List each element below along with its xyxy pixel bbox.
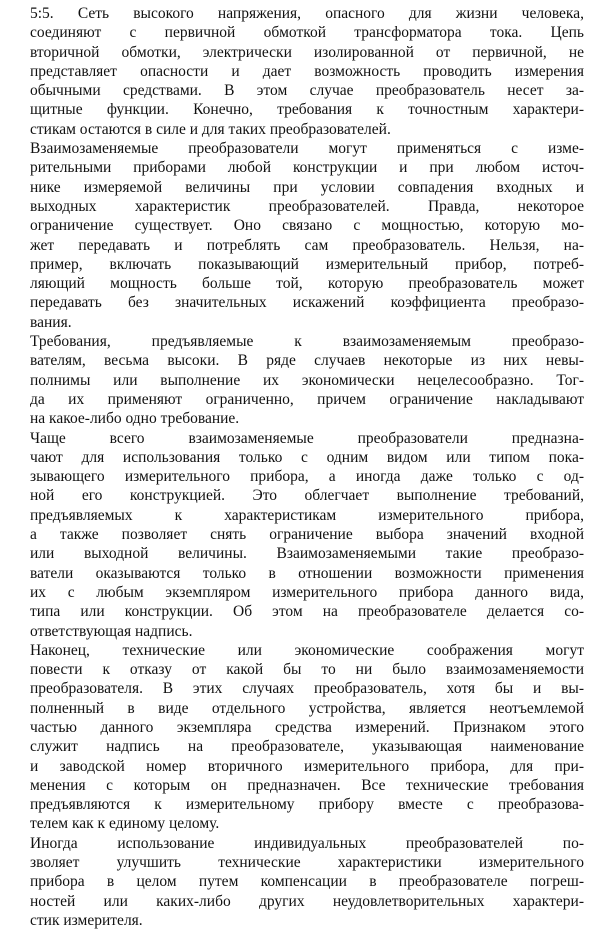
paragraph-2 (30, 139, 584, 332)
text-line: рительными приборами любой конструкции и при любом источ- (30, 159, 584, 177)
paragraph-4 (30, 429, 584, 641)
text-line: передавать без значительных искажений коэффициента преобразо- (30, 294, 584, 312)
text-line: Чаще всего взаимозаменяемые преобразователи предназна- (30, 429, 584, 447)
text-line: пример, включать показывающий измерительный прибор, потреб- (30, 255, 584, 273)
text-line: частью данного экземпляра средства измерений. Признаком этого (30, 718, 584, 736)
text-line: Взаимозаменяемые преобразователи могут применяться с изме- (30, 140, 584, 158)
text-line: полнимы или выполнение их экономически нецелесообразно. Тог- (30, 371, 584, 389)
text-line: полненный в виде отдельного устройства, является неотъемлемой (30, 699, 584, 717)
paragraph-6 (30, 834, 584, 930)
text-line: ответствующая надпись. (30, 622, 193, 640)
text-line: стик измерителя. (30, 911, 143, 929)
document-page (30, 4, 584, 929)
paragraph-1 (30, 4, 584, 139)
text-line: зволяет улучшить технические характеристики измерительного (30, 854, 584, 872)
text-line: их с любым экземпляром измерительного прибора данного вида, (30, 583, 584, 601)
text-line: менения с которым он предназначен. Все технические требования (30, 776, 584, 794)
text-line: 5:5. Сеть высокого напряжения, опасного для жизни человека, (30, 5, 584, 22)
text-line: предъявляются к измерительному прибору вместе с преобразова- (30, 796, 584, 814)
text-line: и заводской номер вторичного измерительного прибора, для при- (30, 757, 584, 775)
text-line: обычными средствами. В этом случае преобразователь несет за- (30, 82, 584, 100)
text-line: ной его конструкцией. Это облегчает выполнение требований, (30, 487, 584, 505)
text-line: типа или конструкции. Об этом на преобразователе делается со- (30, 603, 584, 621)
text-line: вания. (30, 313, 72, 331)
paragraph-3 (30, 332, 584, 428)
text-line: нике измеряемой величины при условии совпадения входных и (30, 178, 584, 196)
text-line: а также позволяет снять ограничение выбора значений входной (30, 526, 584, 544)
text-line: телем как к единому целому. (30, 815, 220, 833)
text-line: служит надпись на преобразователе, указывающая наименование (30, 738, 584, 756)
text-line: или выходной величины. Взаимозаменяемыми такие преобразо- (30, 545, 584, 563)
text-line: Требования, предъявляемые к взаимозаменяемым преобразо- (30, 333, 584, 351)
text-line: да их применяют ограниченно, причем ограничение накладывают (30, 390, 584, 408)
text-line: чают для использования только с одним видом или типом пока- (30, 448, 584, 466)
text-line: на какое-либо одно требование. (30, 410, 240, 428)
text-line: преобразователя. В этих случаях преобразователь, хотя бы и вы- (30, 680, 584, 698)
text-line: повести к отказу от какой бы то ни было взаимозаменяемости (30, 661, 584, 679)
text-line: щитные функции. Конечно, требования к точностным характери- (30, 101, 584, 119)
text-line: зывающего измерительного прибора, а иногда даже только с од- (30, 468, 584, 486)
text-line: ограничение существует. Оно связано с мощностью, которую мо- (30, 217, 584, 235)
text-line: Иногда использование индивидуальных преобразователей по- (30, 834, 584, 852)
text-line: ляющий мощность больше той, которую преобразователь может (30, 275, 584, 293)
text-line: ватели оказываются только в отношении возможности применения (30, 564, 584, 582)
text-line: ностей или каких-либо других неудовлетворительных характери- (30, 892, 584, 910)
text-line: жет передавать и потреблять сам преобразователь. Нельзя, на- (30, 236, 584, 254)
text-line: Наконец, технические или экономические соображения могут (30, 641, 584, 659)
text-line: предъявляемых к характеристикам измерительного прибора, (30, 506, 584, 524)
paragraph-5 (30, 641, 584, 834)
text-line: прибора в целом путем компенсации в преобразователе погреш- (30, 873, 584, 891)
text-line: стикам остаются в силе и для таких преобразователей. (30, 120, 391, 138)
text-line: вторичной обмотки, электрически изолированной от первичной, не (30, 43, 584, 61)
text-line: вателям, весьма высоки. В ряде случаев некоторые из них невы- (30, 352, 584, 370)
text-line: соединяют с первичной обмоткой трансформатора тока. Цепь (30, 24, 584, 42)
text-line: выходных характеристик преобразователей. Правда, некоторое (30, 197, 584, 215)
text-line: представляет опасности и дает возможность проводить измерения (30, 62, 584, 80)
